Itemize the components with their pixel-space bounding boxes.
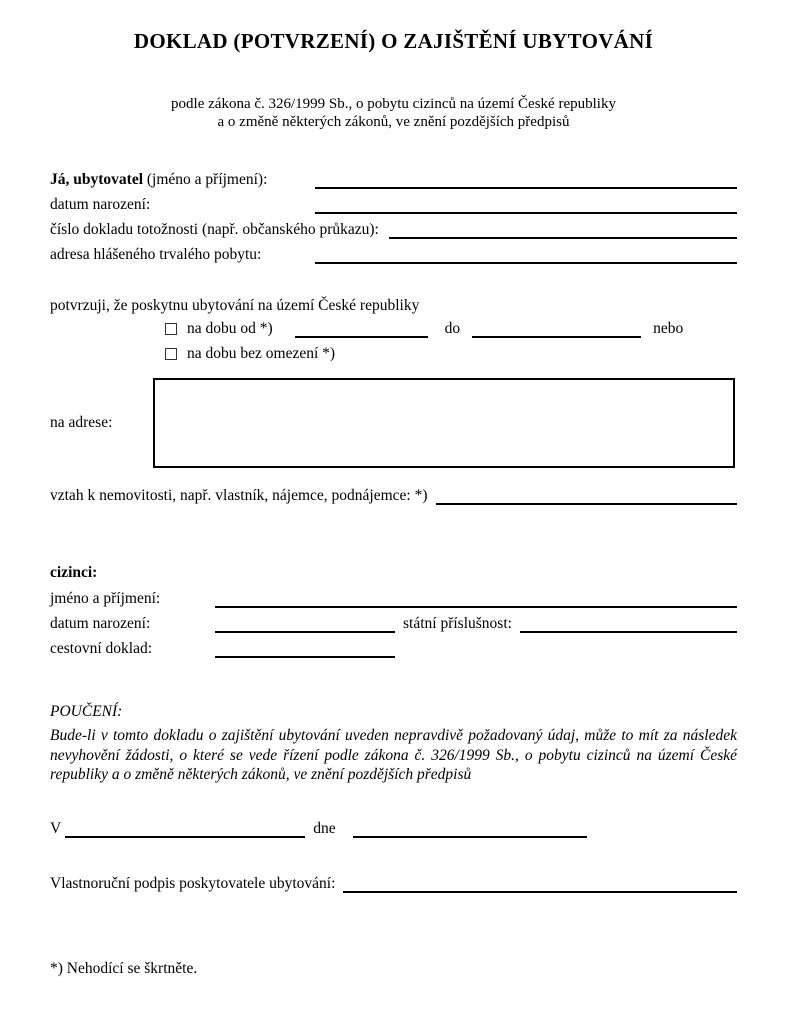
host-section: [50, 164, 737, 264]
host-dob-label: datum narození:: [50, 196, 151, 213]
place-field[interactable]: [65, 813, 305, 838]
confirmation-intro: potvrzuji, že poskytnu ubytování na území České republiky: [50, 297, 420, 314]
host-name-label: Já, ubytovatel (jméno a příjmení):: [50, 171, 268, 188]
foreigner-traveldoc-row: [50, 633, 737, 658]
relation-row: [50, 480, 737, 505]
foreigner-traveldoc-field[interactable]: [215, 633, 395, 658]
foreigner-name-label: jméno a příjmení:: [50, 590, 161, 607]
relation-field[interactable]: [436, 480, 738, 505]
foreigner-dob-field[interactable]: [215, 608, 395, 633]
date-label: dne: [313, 819, 336, 837]
relation-label: vztah k nemovitosti, např. vlastník, nájemce, podnájemce: *): [50, 487, 428, 504]
place-date-row: [50, 813, 737, 838]
host-address-row: [50, 239, 737, 264]
signature-field[interactable]: [343, 868, 737, 893]
period-checkbox[interactable]: [165, 323, 177, 335]
host-id-label: číslo dokladu totožnosti (např. občanského průkazu):: [50, 221, 379, 238]
signature-row: [50, 868, 737, 893]
foreigners-section: [50, 583, 737, 658]
period-option-row: [165, 316, 737, 341]
host-name-field[interactable]: [315, 164, 737, 189]
page-title: DOKLAD (POTVRZENÍ) O ZAJIŠTĚNÍ UBYTOVÁNÍ: [133, 29, 654, 53]
host-address-field[interactable]: [315, 239, 737, 264]
unlimited-label: na dobu bez omezení *): [187, 344, 336, 362]
subtitle-line-1: podle zákona č. 326/1999 Sb., o pobytu cizinců na území České republiky: [171, 96, 616, 112]
foreigner-dob-label: datum narození:: [50, 615, 151, 632]
host-dob-row: [50, 189, 737, 214]
host-address-label: adresa hlášeného trvalého pobytu:: [50, 246, 262, 263]
address-box-row: [50, 378, 737, 468]
address-box-label: na adrese:: [50, 414, 113, 431]
signature-label: Vlastnoruční podpis poskytovatele ubytování:: [50, 874, 336, 892]
foreigner-nationality-field[interactable]: [520, 608, 737, 633]
foreigner-dob-row: [50, 608, 737, 633]
foreigner-traveldoc-label: cestovní doklad:: [50, 640, 153, 657]
unlimited-checkbox[interactable]: [165, 348, 177, 360]
foreigner-name-field[interactable]: [215, 583, 737, 608]
foreigners-heading: cizinci:: [50, 564, 98, 581]
address-box-field[interactable]: [153, 378, 735, 468]
host-name-row: [50, 164, 737, 189]
unlimited-option-row: [165, 341, 737, 366]
notice-body: Bude-li v tomto dokladu o zajištění ubytování uveden nepravdivě požadovaný údaj, může to mít za následek nevyhovění žádosti, o které se vede řízení podle zákona č. 326/1999 Sb., o pobytu cizinců na území České republiky a o změně některých zákonů, ve znění pozdějších předpisů: [50, 727, 737, 783]
period-or-label: nebo: [653, 319, 684, 337]
foreigner-nationality-label: státní příslušnost:: [403, 615, 512, 632]
period-label: na dobu od *): [187, 319, 273, 337]
subtitle: [50, 95, 737, 131]
foreigner-name-row: [50, 583, 737, 608]
period-to-field[interactable]: [472, 320, 641, 338]
period-from-field[interactable]: [295, 320, 428, 338]
host-id-row: [50, 214, 737, 239]
date-field[interactable]: [353, 813, 587, 838]
footnote: *) Nehodící se škrtněte.: [50, 959, 198, 977]
period-to-label: do: [444, 319, 461, 337]
notice-heading: POUČENÍ:: [50, 703, 123, 720]
subtitle-line-2: a o změně některých zákonů, ve znění pozdějších předpisů: [217, 114, 570, 130]
host-id-field[interactable]: [389, 214, 737, 239]
place-label: V: [50, 819, 62, 837]
host-dob-field[interactable]: [315, 189, 737, 214]
